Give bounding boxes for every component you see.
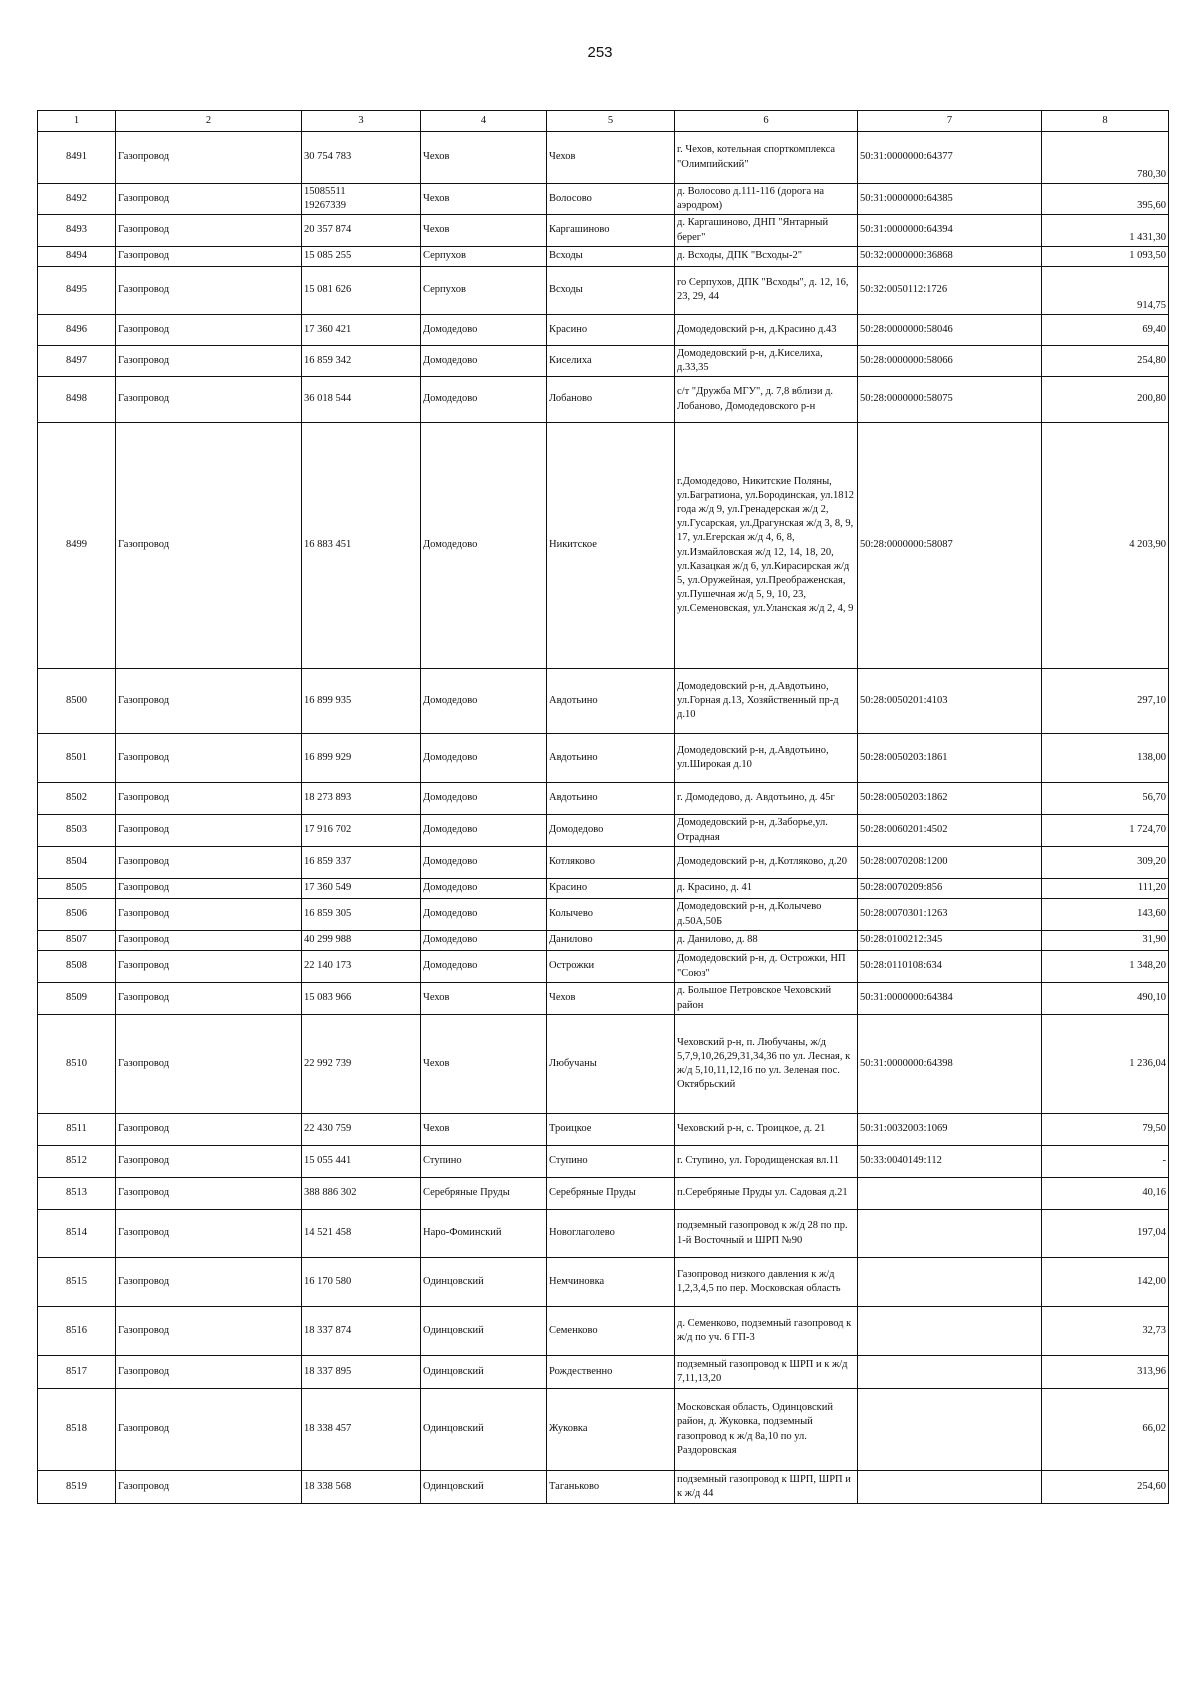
cadastral-number: 50:31:0000000:64384	[858, 983, 1042, 1015]
object-name: Газопровод	[116, 879, 302, 899]
table-row	[38, 1471, 1169, 1504]
table-row	[38, 783, 1169, 815]
object-address: Газопровод низкого давления к ж/д 1,2,3,4,5 по пер. Московская область	[675, 1258, 858, 1307]
settlement-name: Красино	[547, 314, 675, 345]
district-name: Домодедово	[421, 899, 547, 931]
object-length: 111,20	[1042, 879, 1169, 899]
table-row	[38, 983, 1169, 1015]
inventory-number: 22 992 739	[302, 1015, 421, 1114]
inventory-number: 388 886 302	[302, 1178, 421, 1210]
row-number: 8496	[38, 314, 116, 345]
settlement-name: Домодедово	[547, 815, 675, 847]
table-row	[38, 931, 1169, 951]
row-number: 8512	[38, 1146, 116, 1178]
district-name: Домодедово	[421, 734, 547, 783]
object-address: д. Семенково, подземный газопровод к ж/д по уч. 6 ГП-3	[675, 1307, 858, 1356]
district-name: Чехов	[421, 1114, 547, 1146]
object-length: 395,60	[1042, 184, 1169, 215]
inventory-number: 17 360 421	[302, 314, 421, 345]
district-name: Домодедово	[421, 815, 547, 847]
object-length: 32,73	[1042, 1307, 1169, 1356]
table-row	[38, 1307, 1169, 1356]
settlement-name: Лобаново	[547, 377, 675, 423]
object-address: д. Волосово д.111-116 (дорога на аэродром)	[675, 184, 858, 215]
inventory-number: 20 357 874	[302, 215, 421, 246]
cadastral-number: 50:28:0060201:4502	[858, 815, 1042, 847]
object-address: подземный газопровод к ШРП и к ж/д 7,11,13,20	[675, 1356, 858, 1389]
table-row	[38, 1389, 1169, 1471]
column-header: 3	[302, 111, 421, 132]
row-number: 8513	[38, 1178, 116, 1210]
district-name: Серпухов	[421, 266, 547, 314]
object-address: Домодедовский р-н, д.Авдотьино, ул.Широкая д.10	[675, 734, 858, 783]
inventory-number: 18 273 893	[302, 783, 421, 815]
object-length: 490,10	[1042, 983, 1169, 1015]
object-length: 1 724,70	[1042, 815, 1169, 847]
district-name: Одинцовский	[421, 1356, 547, 1389]
object-name: Газопровод	[116, 734, 302, 783]
cadastral-number: 50:28:0000000:58075	[858, 377, 1042, 423]
settlement-name: Семенково	[547, 1307, 675, 1356]
column-header: 6	[675, 111, 858, 132]
inventory-number: 30 754 783	[302, 132, 421, 184]
district-name: Ступино	[421, 1146, 547, 1178]
row-number: 8506	[38, 899, 116, 931]
object-address: п.Серебряные Пруды ул. Садовая д.21	[675, 1178, 858, 1210]
cadastral-number: 50:28:0070301:1263	[858, 899, 1042, 931]
inventory-number: 17 360 549	[302, 879, 421, 899]
object-address: подземный газопровод к ШРП, ШРП и к ж/д 44	[675, 1471, 858, 1504]
object-length: 254,80	[1042, 345, 1169, 376]
cadastral-number	[858, 1471, 1042, 1504]
settlement-name: Авдотьино	[547, 734, 675, 783]
inventory-number: 15 085 255	[302, 246, 421, 266]
district-name: Одинцовский	[421, 1389, 547, 1471]
object-address: д. Данилово, д. 88	[675, 931, 858, 951]
table-row	[38, 246, 1169, 266]
column-header: 2	[116, 111, 302, 132]
row-number: 8517	[38, 1356, 116, 1389]
inventory-number: 16 859 337	[302, 847, 421, 879]
object-name: Газопровод	[116, 847, 302, 879]
inventory-number: 18 337 895	[302, 1356, 421, 1389]
settlement-name: Данилово	[547, 931, 675, 951]
district-name: Домодедово	[421, 847, 547, 879]
object-address: Домодедовский р-н, д.Колычево д.50А,50Б	[675, 899, 858, 931]
district-name: Чехов	[421, 132, 547, 184]
settlement-name: Авдотьино	[547, 783, 675, 815]
object-length: 31,90	[1042, 931, 1169, 951]
object-length: 79,50	[1042, 1114, 1169, 1146]
cadastral-number: 50:32:0050112:1726	[858, 266, 1042, 314]
object-name: Газопровод	[116, 1356, 302, 1389]
district-name: Домодедово	[421, 669, 547, 734]
object-name: Газопровод	[116, 132, 302, 184]
cadastral-number: 50:28:0070208:1200	[858, 847, 1042, 879]
settlement-name: Ступино	[547, 1146, 675, 1178]
inventory-number: 15085511 19267339	[302, 184, 421, 215]
object-name: Газопровод	[116, 215, 302, 246]
object-length: 197,04	[1042, 1210, 1169, 1258]
settlement-name: Новоглаголево	[547, 1210, 675, 1258]
table-row	[38, 215, 1169, 246]
settlement-name: Чехов	[547, 132, 675, 184]
district-name: Серебряные Пруды	[421, 1178, 547, 1210]
table-row	[38, 1146, 1169, 1178]
cadastral-number: 50:28:0050201:4103	[858, 669, 1042, 734]
object-name: Газопровод	[116, 1114, 302, 1146]
settlement-name: Всходы	[547, 266, 675, 314]
object-address: Домодедовский р-н, д. Острожки, НП "Союз"	[675, 951, 858, 983]
table-row	[38, 377, 1169, 423]
object-address: го Серпухов, ДПК "Всходы", д. 12, 16, 23, 29, 44	[675, 266, 858, 314]
row-number: 8497	[38, 345, 116, 376]
inventory-number: 14 521 458	[302, 1210, 421, 1258]
table-row	[38, 734, 1169, 783]
table-row	[38, 899, 1169, 931]
row-number: 8499	[38, 423, 116, 669]
object-name: Газопровод	[116, 345, 302, 376]
table-row	[38, 1178, 1169, 1210]
district-name: Домодедово	[421, 931, 547, 951]
object-length: 69,40	[1042, 314, 1169, 345]
table-row	[38, 815, 1169, 847]
object-address: г. Домодедово, д. Авдотьино, д. 45г	[675, 783, 858, 815]
object-address: д. Каргашиново, ДНП "Янтарный берег"	[675, 215, 858, 246]
district-name: Домодедово	[421, 314, 547, 345]
district-name: Домодедово	[421, 879, 547, 899]
table-row	[38, 314, 1169, 345]
settlement-name: Серебряные Пруды	[547, 1178, 675, 1210]
object-name: Газопровод	[116, 951, 302, 983]
row-number: 8519	[38, 1471, 116, 1504]
object-length: 40,16	[1042, 1178, 1169, 1210]
inventory-number: 16 170 580	[302, 1258, 421, 1307]
district-name: Домодедово	[421, 377, 547, 423]
inventory-number: 18 338 457	[302, 1389, 421, 1471]
object-name: Газопровод	[116, 1471, 302, 1504]
table-row	[38, 132, 1169, 184]
object-length: 1 348,20	[1042, 951, 1169, 983]
object-length: 914,75	[1042, 266, 1169, 314]
cadastral-number: 50:31:0000000:64377	[858, 132, 1042, 184]
district-name: Одинцовский	[421, 1307, 547, 1356]
row-number: 8515	[38, 1258, 116, 1307]
table-row	[38, 951, 1169, 983]
object-address: подземный газопровод к ж/д 28 по пр. 1-й Восточный и ШРП №90	[675, 1210, 858, 1258]
district-name: Домодедово	[421, 783, 547, 815]
cadastral-number	[858, 1356, 1042, 1389]
column-header: 8	[1042, 111, 1169, 132]
object-name: Газопровод	[116, 983, 302, 1015]
object-name: Газопровод	[116, 815, 302, 847]
cadastral-number: 50:28:0000000:58066	[858, 345, 1042, 376]
object-address: д. Красино, д. 41	[675, 879, 858, 899]
settlement-name: Авдотьино	[547, 669, 675, 734]
inventory-number: 22 140 173	[302, 951, 421, 983]
settlement-name: Каргашиново	[547, 215, 675, 246]
cadastral-number: 50:31:0000000:64394	[858, 215, 1042, 246]
settlement-name: Рождественно	[547, 1356, 675, 1389]
cadastral-number: 50:32:0000000:36868	[858, 246, 1042, 266]
object-name: Газопровод	[116, 1210, 302, 1258]
object-address: Домодедовский р-н, д.Авдотьино, ул.Горная д.13, Хозяйственный пр-д д.10	[675, 669, 858, 734]
district-name: Домодедово	[421, 951, 547, 983]
row-number: 8493	[38, 215, 116, 246]
row-number: 8501	[38, 734, 116, 783]
district-name: Одинцовский	[421, 1471, 547, 1504]
row-number: 8505	[38, 879, 116, 899]
object-length: 1 431,30	[1042, 215, 1169, 246]
settlement-name: Жуковка	[547, 1389, 675, 1471]
settlement-name: Киселиха	[547, 345, 675, 376]
table-row	[38, 879, 1169, 899]
cadastral-number: 50:28:0100212:345	[858, 931, 1042, 951]
object-address: г.Домодедово, Никитские Поляны, ул.Багратиона, ул.Бородинская, ул.1812 года ж/д 9, ул.Гренадерская ж/д 2, ул.Гусарская, ул.Драгунская ж/д 3, 8, 9, 17, ул.Егерская ж/д 4, 6, 8, ул.Измайловская ж/д 12, 14, 18, 20, ул.Казацкая ж/д 6, ул.Кирасирская ж/д 5, ул.Оружейная, ул.Преображенская, ул.Пушечная ж/д 5, 9, 10, 23, ул.Семеновская, ул.Уланская ж/д 2, 4, 9	[675, 423, 858, 669]
row-number: 8491	[38, 132, 116, 184]
settlement-name: Острожки	[547, 951, 675, 983]
row-number: 8509	[38, 983, 116, 1015]
cadastral-number: 50:31:0032003:1069	[858, 1114, 1042, 1146]
row-number: 8504	[38, 847, 116, 879]
table-body	[38, 132, 1169, 1504]
object-length: 138,00	[1042, 734, 1169, 783]
object-name: Газопровод	[116, 899, 302, 931]
table-row	[38, 1114, 1169, 1146]
cadastral-number: 50:28:0110108:634	[858, 951, 1042, 983]
settlement-name: Любучаны	[547, 1015, 675, 1114]
column-header: 7	[858, 111, 1042, 132]
settlement-name: Красино	[547, 879, 675, 899]
row-number: 8508	[38, 951, 116, 983]
table-row	[38, 1258, 1169, 1307]
cadastral-number	[858, 1258, 1042, 1307]
cadastral-number: 50:33:0040149:112	[858, 1146, 1042, 1178]
table-row	[38, 669, 1169, 734]
cadastral-number	[858, 1307, 1042, 1356]
settlement-name: Всходы	[547, 246, 675, 266]
cadastral-number: 50:28:0000000:58046	[858, 314, 1042, 345]
row-number: 8500	[38, 669, 116, 734]
inventory-number: 40 299 988	[302, 931, 421, 951]
table-row	[38, 1210, 1169, 1258]
column-header: 1	[38, 111, 116, 132]
object-length: 780,30	[1042, 132, 1169, 184]
row-number: 8518	[38, 1389, 116, 1471]
object-address: д. Большое Петровское Чеховский район	[675, 983, 858, 1015]
inventory-number: 17 916 702	[302, 815, 421, 847]
inventory-number: 16 899 935	[302, 669, 421, 734]
settlement-name: Колычево	[547, 899, 675, 931]
page-number: 253	[587, 44, 613, 61]
table-row	[38, 184, 1169, 215]
object-length: 1 236,04	[1042, 1015, 1169, 1114]
object-name: Газопровод	[116, 1015, 302, 1114]
row-number: 8507	[38, 931, 116, 951]
table-row	[38, 1356, 1169, 1389]
inventory-number: 15 083 966	[302, 983, 421, 1015]
object-name: Газопровод	[116, 1307, 302, 1356]
table-row	[38, 345, 1169, 376]
object-address: Домодедовский р-н, д.Киселиха, д.33,35	[675, 345, 858, 376]
object-name: Газопровод	[116, 669, 302, 734]
settlement-name: Троицкое	[547, 1114, 675, 1146]
object-length: 66,02	[1042, 1389, 1169, 1471]
object-length: 56,70	[1042, 783, 1169, 815]
object-address: д. Всходы, ДПК "Всходы-2"	[675, 246, 858, 266]
district-name: Чехов	[421, 184, 547, 215]
object-length: 143,60	[1042, 899, 1169, 931]
object-length: 309,20	[1042, 847, 1169, 879]
inventory-number: 18 338 568	[302, 1471, 421, 1504]
object-length: 254,60	[1042, 1471, 1169, 1504]
inventory-number: 16 883 451	[302, 423, 421, 669]
object-address: Домодедовский р-н, д.Заборье,ул. Отрадная	[675, 815, 858, 847]
object-name: Газопровод	[116, 314, 302, 345]
inventory-number: 16 899 929	[302, 734, 421, 783]
cadastral-number	[858, 1210, 1042, 1258]
object-address: г. Ступино, ул. Городищенская вл.11	[675, 1146, 858, 1178]
district-name: Домодедово	[421, 345, 547, 376]
settlement-name: Волосово	[547, 184, 675, 215]
object-length: 4 203,90	[1042, 423, 1169, 669]
inventory-number: 18 337 874	[302, 1307, 421, 1356]
cadastral-number: 50:31:0000000:64385	[858, 184, 1042, 215]
settlement-name: Никитское	[547, 423, 675, 669]
column-header: 4	[421, 111, 547, 132]
row-number: 8495	[38, 266, 116, 314]
object-length: 1 093,50	[1042, 246, 1169, 266]
object-name: Газопровод	[116, 423, 302, 669]
cadastral-number: 50:28:0050203:1862	[858, 783, 1042, 815]
row-number: 8494	[38, 246, 116, 266]
inventory-number: 16 859 342	[302, 345, 421, 376]
district-name: Чехов	[421, 1015, 547, 1114]
table-row	[38, 266, 1169, 314]
district-name: Наро-Фоминский	[421, 1210, 547, 1258]
district-name: Чехов	[421, 983, 547, 1015]
object-name: Газопровод	[116, 1258, 302, 1307]
object-length: 313,96	[1042, 1356, 1169, 1389]
row-number: 8492	[38, 184, 116, 215]
settlement-name: Таганьково	[547, 1471, 675, 1504]
object-name: Газопровод	[116, 931, 302, 951]
object-address: Чеховский р-н, п. Любучаны, ж/д 5,7,9,10,26,29,31,34,36 по ул. Лесная, к ж/д 5,10,11,12,16 по ул. Зеленая пос. Октябрьский	[675, 1015, 858, 1114]
table-row	[38, 1015, 1169, 1114]
object-length: 142,00	[1042, 1258, 1169, 1307]
registry-table	[37, 110, 1169, 1504]
inventory-number: 15 081 626	[302, 266, 421, 314]
header-row	[38, 111, 1169, 132]
cadastral-number: 50:28:0070209:856	[858, 879, 1042, 899]
row-number: 8511	[38, 1114, 116, 1146]
object-name: Газопровод	[116, 266, 302, 314]
object-length: 297,10	[1042, 669, 1169, 734]
inventory-number: 22 430 759	[302, 1114, 421, 1146]
row-number: 8510	[38, 1015, 116, 1114]
object-length: -	[1042, 1146, 1169, 1178]
row-number: 8516	[38, 1307, 116, 1356]
district-name: Одинцовский	[421, 1258, 547, 1307]
cadastral-number	[858, 1178, 1042, 1210]
cadastral-number: 50:28:0050203:1861	[858, 734, 1042, 783]
inventory-number: 15 055 441	[302, 1146, 421, 1178]
object-address: Московская область, Одинцовский район, д. Жуковка, подземный газопровод к ж/д 8а,10 по ул. Раздоровская	[675, 1389, 858, 1471]
object-name: Газопровод	[116, 783, 302, 815]
object-name: Газопровод	[116, 184, 302, 215]
table-row	[38, 423, 1169, 669]
column-header: 5	[547, 111, 675, 132]
inventory-number: 36 018 544	[302, 377, 421, 423]
settlement-name: Чехов	[547, 983, 675, 1015]
cadastral-number: 50:28:0000000:58087	[858, 423, 1042, 669]
object-name: Газопровод	[116, 1146, 302, 1178]
object-name: Газопровод	[116, 246, 302, 266]
object-name: Газопровод	[116, 1389, 302, 1471]
inventory-number: 16 859 305	[302, 899, 421, 931]
district-name: Чехов	[421, 215, 547, 246]
object-name: Газопровод	[116, 1178, 302, 1210]
table-row	[38, 847, 1169, 879]
object-address: с/т "Дружба МГУ", д. 7,8 вблизи д. Лобаново, Домодедовского р-н	[675, 377, 858, 423]
settlement-name: Котляково	[547, 847, 675, 879]
cadastral-number: 50:31:0000000:64398	[858, 1015, 1042, 1114]
district-name: Домодедово	[421, 423, 547, 669]
row-number: 8503	[38, 815, 116, 847]
row-number: 8498	[38, 377, 116, 423]
cadastral-number	[858, 1389, 1042, 1471]
object-name: Газопровод	[116, 377, 302, 423]
row-number: 8502	[38, 783, 116, 815]
object-address: Домодедовский р-н, д.Красино д.43	[675, 314, 858, 345]
district-name: Серпухов	[421, 246, 547, 266]
settlement-name: Немчиновка	[547, 1258, 675, 1307]
object-length: 200,80	[1042, 377, 1169, 423]
object-address: Чеховский р-н, с. Троицкое, д. 21	[675, 1114, 858, 1146]
object-address: Домодедовский р-н, д.Котляково, д.20	[675, 847, 858, 879]
row-number: 8514	[38, 1210, 116, 1258]
object-address: г. Чехов, котельная спорткомплекса "Олимпийский"	[675, 132, 858, 184]
